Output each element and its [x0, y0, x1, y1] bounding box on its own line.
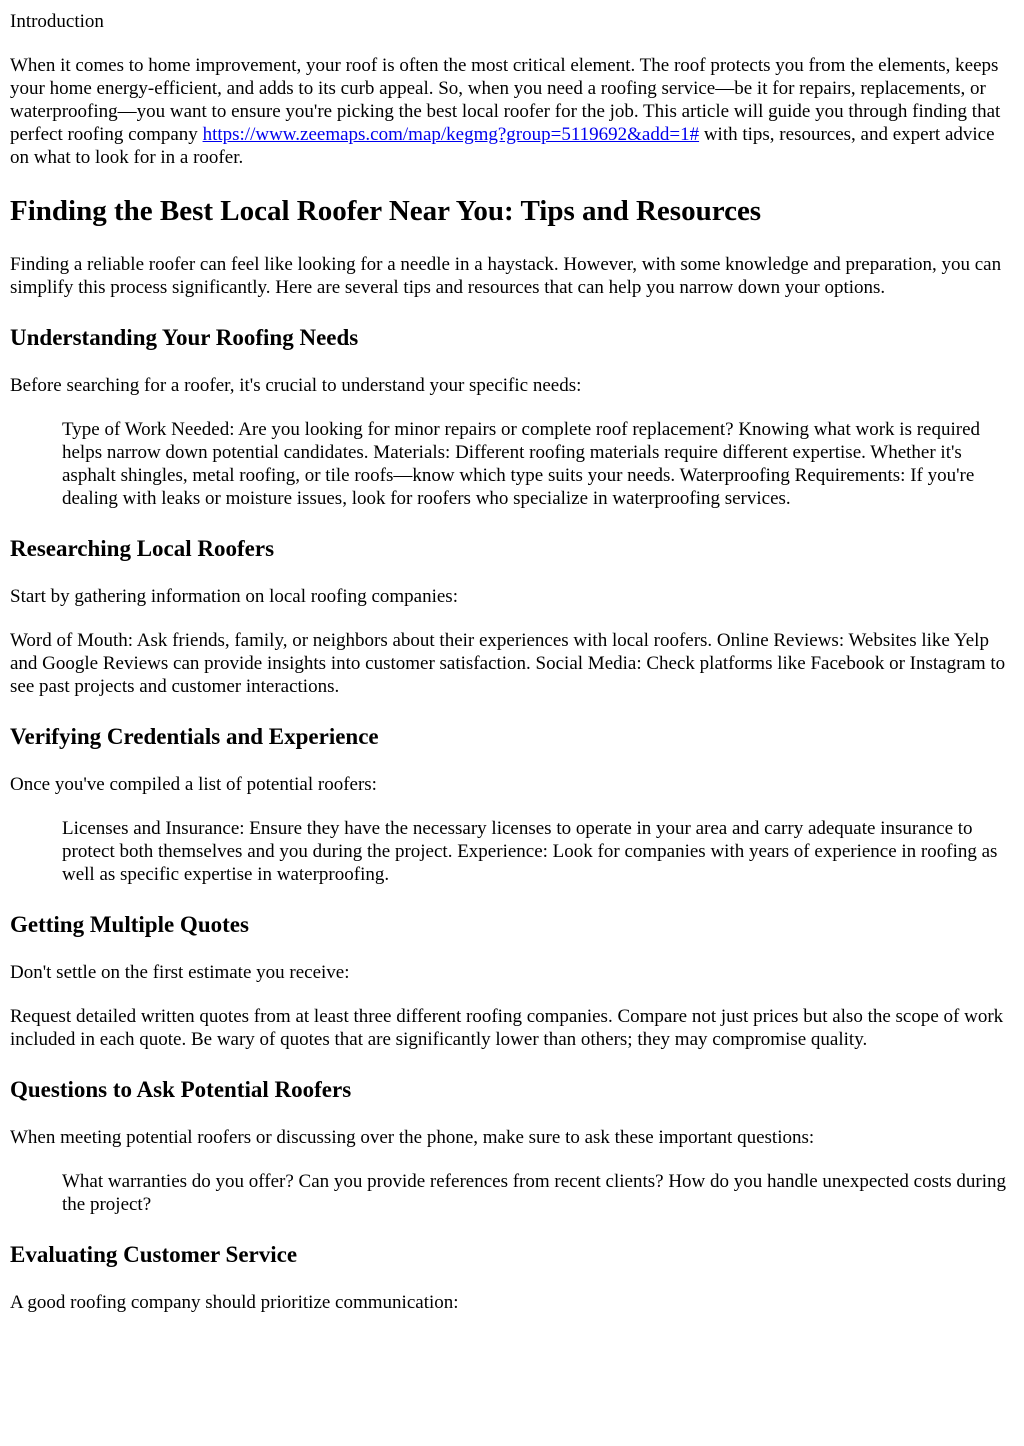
section-heading-credentials: Verifying Credentials and Experience — [10, 724, 379, 749]
section-body-researching: Word of Mouth: Ask friends, family, or neighbors about their experiences with local roofers. Online Reviews: Websites like Yelp and Google Reviews can provide insights into customer satisfaction. Social Media: Check platforms like Facebook or Instagram to see past projects and customer interactions. — [10, 630, 1006, 697]
section-body-questions: What warranties do you offer? Can you provide references from recent clients? How do you handle unexpected costs during the project? — [62, 1171, 1007, 1215]
section-lead-roofing-needs: Before searching for a roofer, it's crucial to understand your specific needs: — [10, 375, 582, 396]
section-lead-credentials: Once you've compiled a list of potential roofers: — [10, 774, 377, 795]
section-lead-researching: Start by gathering information on local roofing companies: — [10, 586, 458, 607]
intro-text-before-link: When it comes to home improvement, your roof is often the most critical element. The roof protects you from the elements, keeps your home energy-efficient, and adds to its curb appeal. So, when you need a roofing service—be it for repairs, replacements, or waterproofing—you want to ensure you're picking the best local roofer for the job. This article will guide you through finding that perfect roofing company — [10, 55, 1001, 145]
section-lead-questions: When meeting potential roofers or discussing over the phone, make sure to ask these important questions: — [10, 1127, 815, 1148]
section-body-roofing-needs: Type of Work Needed: Are you looking for minor repairs or complete roof replacement? Knowing what work is required helps narrow down potential candidates. Materials: Different roofing materials require different expertise. Whether it's asphalt shingles, metal roofing, or tile roofs—know which type suits your needs. Waterproofing Requirements: If you're dealing with leaks or moisture issues, look for roofers who specialize in waterproofing services. — [62, 419, 981, 509]
section-heading-quotes: Getting Multiple Quotes — [10, 912, 249, 937]
section-body-credentials: Licenses and Insurance: Ensure they have the necessary licenses to operate in your area and carry adequate insurance to protect both themselves and you during the project. Experience: Look for companies with years of experience in roofing as well as specific expertise in waterproofing. — [62, 818, 998, 885]
intro-paragraph — [10, 54, 1014, 169]
section-lead-customer-service: A good roofing company should prioritize communication: — [10, 1292, 459, 1313]
intro-label: Introduction — [10, 11, 104, 32]
section-heading-customer-service: Evaluating Customer Service — [10, 1242, 298, 1267]
section-heading-roofing-needs: Understanding Your Roofing Needs — [10, 325, 359, 350]
section-lead-quotes: Don't settle on the first estimate you receive: — [10, 962, 350, 983]
intro-text-after-link: with tips, resources, and expert advice on what to look for in a roofer. — [10, 124, 995, 168]
section-body-quotes: Request detailed written quotes from at least three different roofing companies. Compare not just prices but also the scope of work included in each quote. Be wary of quotes that are significantly lower than others; they may compromise quality. — [10, 1006, 1004, 1050]
main-intro-paragraph: Finding a reliable roofer can feel like looking for a needle in a haystack. However, with some knowledge and preparation, you can simplify this process significantly. Here are several tips and resources that can help you narrow down your options. — [10, 254, 1002, 298]
page-title: Finding the Best Local Roofer Near You: Tips and Resources — [10, 195, 762, 227]
section-heading-questions: Questions to Ask Potential Roofers — [10, 1077, 352, 1102]
zeemaps-link[interactable]: https://www.zeemaps.com/map/kegmg?group=5119692&add=1# — [202, 124, 700, 145]
section-heading-researching: Researching Local Roofers — [10, 536, 275, 561]
